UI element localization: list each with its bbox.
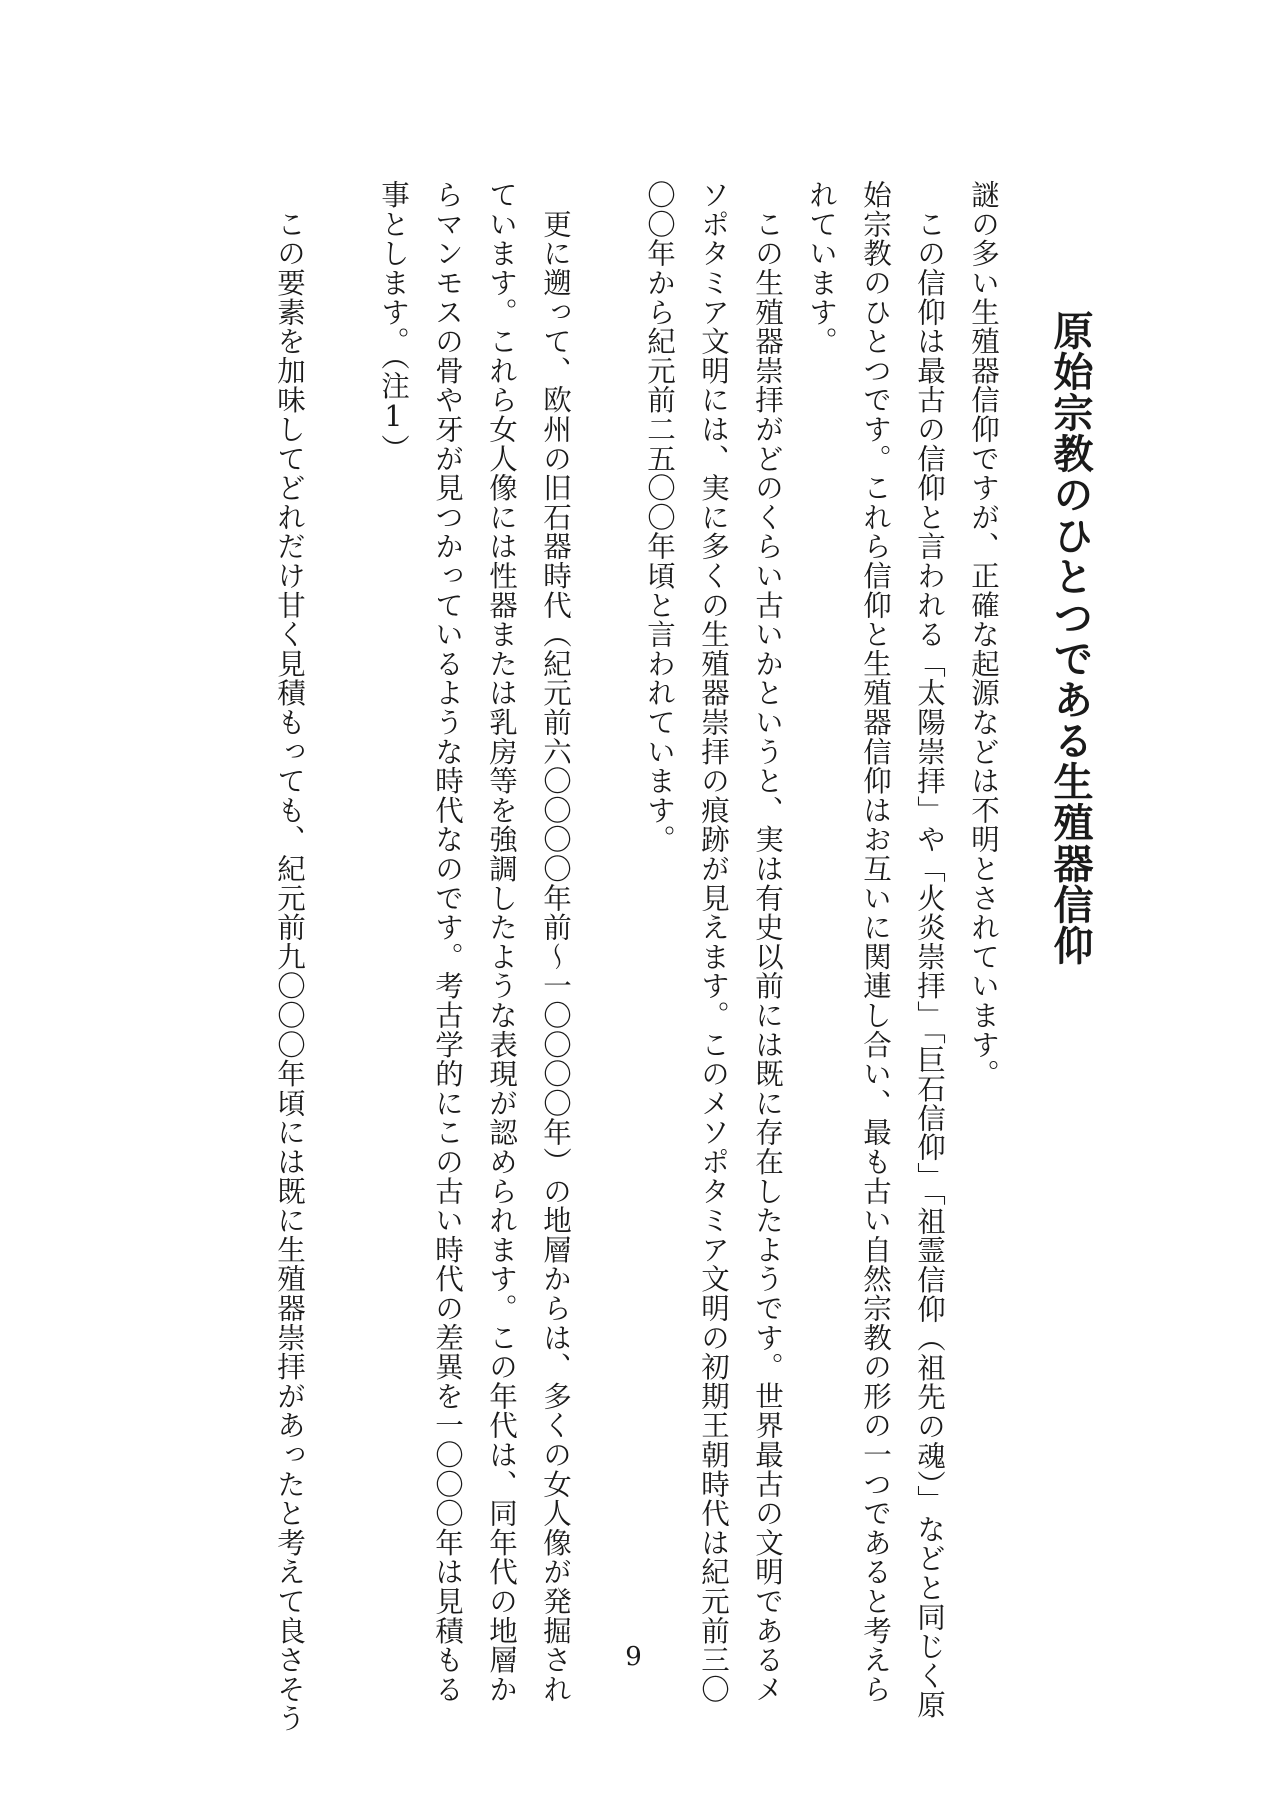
text-line: この生殖器崇拝がどのくらい古いかというと、実は有史以前には既に存在したようです。世界最古の文明であるメ — [751, 180, 784, 1704]
text-line: 謎の多い生殖器信仰ですが、正確な起源などは不明とされています。 — [967, 180, 1000, 1089]
text-line: この要素を加味してどれだけ甘く見積もっても、紀元前九〇〇〇年頃には既に生殖器崇拝があったと考えて良さそう — [273, 180, 306, 1733]
paragraph-gap — [582, 180, 632, 1600]
text-line: 始宗教のひとつです。これら信仰と生殖器信仰はお互いに関連し合い、最も古い自然宗教の形の一つであると考えら — [859, 180, 892, 1704]
text-line: ています。これら女人像には性器または乳房等を強調したような表現が認められます。この年代は、同年代の地層か — [485, 180, 518, 1704]
text-line: ソポタミア文明には、実に多くの生殖器崇拝の痕跡が見えます。このメソポタミア文明の初期王朝時代は紀元前三〇 — [697, 180, 730, 1704]
text-line: 更に遡って、欧州の旧石器時代（紀元前六〇〇〇〇年前～一〇〇〇〇年）の地層からは、多くの女人像が発掘され — [539, 180, 572, 1704]
text-line: 事とします。（注1） — [377, 180, 410, 464]
page-title: 原始宗教のひとつである生殖器信仰 — [1047, 310, 1094, 966]
text-line: れています。 — [805, 180, 838, 356]
text-line: 〇〇年から紀元前二五〇〇年頃と言われています。 — [643, 180, 676, 854]
text-line: この信仰は最古の信仰と言われる「太陽崇拝」や「火炎崇拝」「巨石信仰」「祖霊信仰（祖先の魂）」などと同じく原 — [913, 180, 946, 1720]
text-line: らマンモスの骨や牙が見つかっているような時代なのです。考古学的にこの古い時代の差異を一〇〇〇年は見積もる — [431, 180, 464, 1704]
paragraph-gap — [316, 180, 366, 1600]
page-number: 9 — [625, 1642, 642, 1672]
vertical-text-body — [262, 180, 1114, 1733]
